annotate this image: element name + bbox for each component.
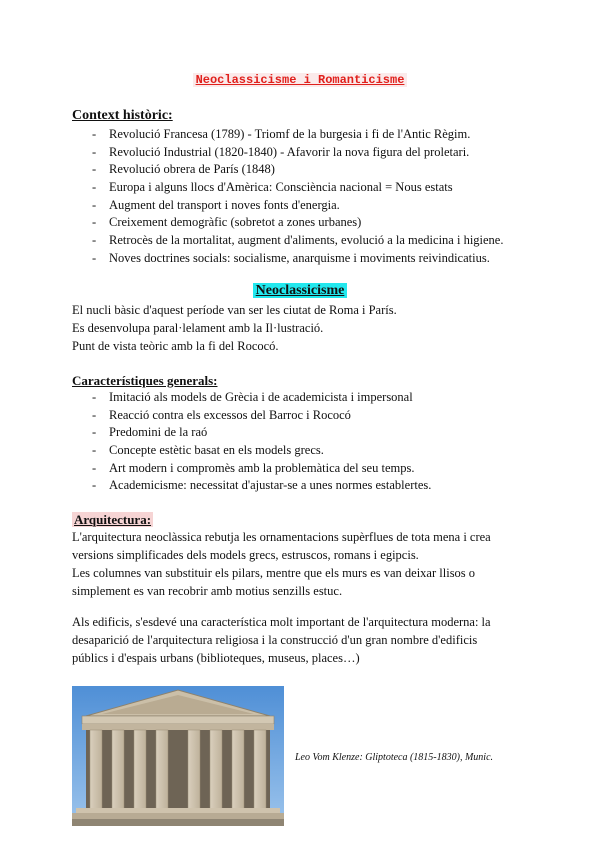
- neoclassical-temple-photo: [72, 686, 284, 826]
- neoclassicisme-intro: [72, 301, 542, 355]
- title-text: Neoclassicisme i Romanticisme: [193, 73, 408, 87]
- list-item: - Retrocès de la mortalitat, augment d'aliments, evolució a la medicina i higiene.: [92, 232, 562, 250]
- list-item: - Creixement demogràfic (sobretot a zones urbanes): [92, 214, 562, 232]
- list-item: - Revolució obrera de París (1848): [92, 161, 562, 179]
- paragraph-line: L'arquitectura neoclàssica rebutja les ornamentacions supèrflues de tota mena i crea: [72, 530, 491, 544]
- list-item: - Noves doctrines socials: socialisme, anarquisme i moviments reivindicatius.: [92, 250, 562, 268]
- paragraph-line: El nucli bàsic d'aquest període van ser les ciutat de Roma i París.: [72, 303, 397, 317]
- list-item: - Predomini de la raó: [92, 424, 562, 442]
- arquitectura-paragraph: [72, 528, 542, 600]
- list-item: - Art modern i compromès amb la problemàtica del seu temps.: [92, 460, 562, 478]
- paragraph-line: Les columnes van substituir els pilars, mentre que els murs es van deixar llisos o: [72, 566, 476, 580]
- paragraph-line: Als edificis, s'esdevé una característica molt important de l'arquitectura moderna: la: [72, 615, 491, 629]
- list-item: - Revolució Industrial (1820-1840) - Afavorir la nova figura del proletari.: [92, 144, 562, 162]
- neoclassicisme-heading-text: Neoclassicisme: [253, 283, 348, 298]
- paragraph-line: Punt de vista teòric amb la fi del Rococó.: [72, 339, 279, 353]
- list-item: - Imitació als models de Grècia i de academicista i impersonal: [92, 389, 562, 407]
- caracteristiques-list: [92, 389, 562, 495]
- context-list: [92, 126, 562, 268]
- neoclassicisme-heading: [0, 283, 600, 299]
- arquitectura-heading-text: Arquitectura:: [74, 512, 152, 527]
- context-heading: Context històric:: [72, 108, 173, 123]
- list-item: - Augment del transport i noves fonts d'energia.: [92, 197, 562, 215]
- list-item: - Revolució Francesa (1789) - Triomf de la burgesia i fi de l'Antic Règim.: [92, 126, 562, 144]
- paragraph-line: desaparició de l'arquitectura religiosa i la construcció d'un gran nombre d'edificis: [72, 633, 478, 647]
- list-item: - Concepte estètic basat en els models grecs.: [92, 442, 562, 460]
- list-item: - Academicisme: necessitat d'ajustar-se a unes normes establertes.: [92, 477, 562, 495]
- list-item: - Reacció contra els excessos del Barroc i Rococó: [92, 407, 562, 425]
- temple-illustration: [72, 686, 284, 826]
- figure-caption: Leo Vom Klenze: Gliptoteca (1815-1830), Munic.: [295, 752, 494, 763]
- arquitectura-heading: [72, 512, 153, 528]
- paragraph-line: Es desenvolupa paral·lelament amb la Il·lustració.: [72, 321, 324, 335]
- edificis-paragraph: [72, 613, 542, 667]
- paragraph-line: simplement es van recobrir amb motius senzills estuc.: [72, 584, 343, 598]
- page-title: [0, 72, 600, 87]
- paragraph-line: públics i d'espais urbans (biblioteques, museus, places…): [72, 651, 360, 665]
- caracteristiques-heading: Característiques generals:: [72, 373, 218, 388]
- paragraph-line: versions simplificades dels models grecs, estruscos, romans i egipcis.: [72, 548, 419, 562]
- list-item: - Europa i alguns llocs d'Amèrica: Consciència nacional = Nous estats: [92, 179, 562, 197]
